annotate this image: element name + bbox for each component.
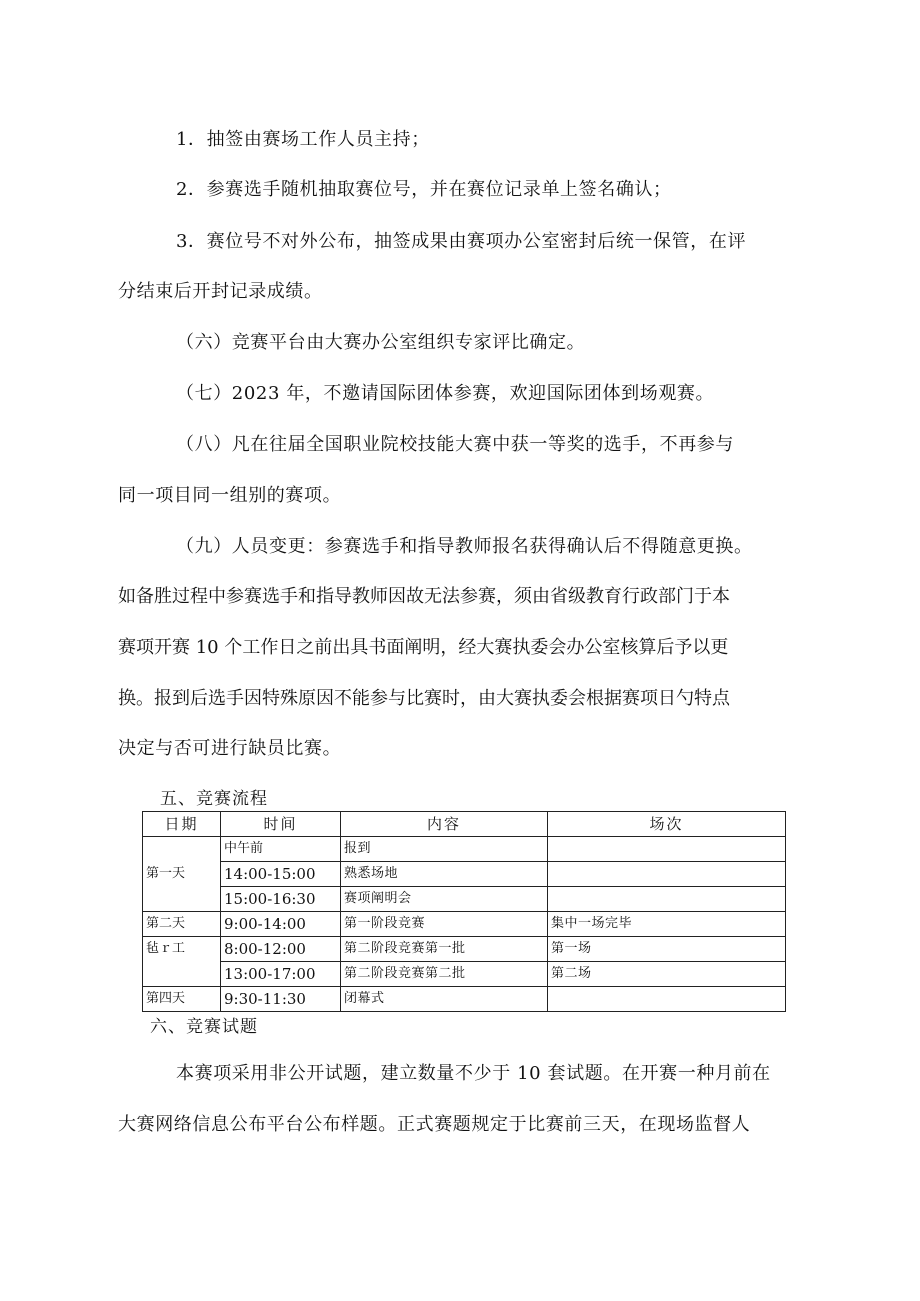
content-cell: 熟悉场地 <box>341 862 548 887</box>
section-heading: 六、竞赛试题 <box>150 1017 258 1037</box>
paragraph-line: 3．赛位号不对外公布，抽签成果由赛项办公室密封后统一保管，在评 <box>176 231 747 252</box>
table-row <box>143 937 786 962</box>
column-header-content: 内容 <box>341 812 548 837</box>
session-cell <box>548 987 786 1012</box>
paragraph-line: 本赛项采用非公开试题，建立数量不少于 10 套试题。在开赛一种月前在 <box>176 1063 771 1084</box>
schedule-table <box>142 811 786 1012</box>
content-cell: 第一阶段竞赛 <box>341 912 548 937</box>
date-cell: 毡ｒ工 <box>143 937 221 987</box>
table-row <box>143 837 786 862</box>
content-cell: 闭幕式 <box>341 987 548 1012</box>
date-cell: 第一天 <box>143 837 221 912</box>
paragraph-line: 赛项开赛 10 个工作日之前出具书面阐明，经大赛执委会办公室核算后予以更 <box>118 637 729 658</box>
time-cell: 14:00-15:00 <box>221 862 341 887</box>
paragraph-line: （六）竞赛平台由大赛办公室组织专家评比确定。 <box>176 332 586 353</box>
time-cell: 15:00-16:30 <box>221 887 341 912</box>
session-cell <box>548 862 786 887</box>
paragraph-line: 决定与否可进行缺员比赛。 <box>118 738 342 759</box>
paragraph-line: （九）人员变更：参赛选手和指导教师报名获得确认后不得随意更换。 <box>176 536 753 557</box>
session-cell: 第二场 <box>548 962 786 987</box>
section-heading: 五、竞赛流程 <box>160 789 268 809</box>
table-header-row <box>143 812 786 837</box>
column-header-session: 场次 <box>548 812 786 837</box>
session-cell <box>548 887 786 912</box>
content-cell: 第二阶段竞赛第一批 <box>341 937 548 962</box>
paragraph-line: 如备胜过程中参赛选手和指导教师因故无法参赛，须由省级教育行政部门于本 <box>118 586 730 607</box>
session-cell: 集中一场完毕 <box>548 912 786 937</box>
time-cell: 9:00-14:00 <box>221 912 341 937</box>
paragraph-line: 2．参赛选手随机抽取赛位号，并在赛位记录单上签名确认； <box>176 179 672 200</box>
paragraph-line: 换。报到后选手因特殊原因不能参与比赛时，由大赛执委会根据赛项日勺特点 <box>118 688 730 709</box>
time-cell: 9:30-11:30 <box>221 987 341 1012</box>
date-cell: 第二天 <box>143 912 221 937</box>
session-cell: 第一场 <box>548 937 786 962</box>
table-row <box>143 962 786 987</box>
paragraph-line: 分结束后开封记录成绩。 <box>118 281 323 302</box>
column-header-time: 时间 <box>221 812 341 837</box>
paragraph-line: （七）2023 年，不邀请国际团体参赛，欢迎国际团体到场观赛。 <box>176 383 715 404</box>
paragraph-line: 1．抽签由赛场工作人员主持； <box>176 129 430 150</box>
time-cell: 13:00-17:00 <box>221 962 341 987</box>
time-cell: 中午前 <box>221 837 341 862</box>
table-row <box>143 887 786 912</box>
table-row <box>143 912 786 937</box>
table-row <box>143 862 786 887</box>
time-cell: 8:00-12:00 <box>221 937 341 962</box>
date-cell: 第四天 <box>143 987 221 1012</box>
table-row <box>143 987 786 1012</box>
content-cell: 赛项阐明会 <box>341 887 548 912</box>
content-cell: 报到 <box>341 837 548 862</box>
column-header-date: 日期 <box>143 812 221 837</box>
paragraph-line: （八）凡在往届全国职业院校技能大赛中获一等奖的选手，不再参与 <box>176 434 734 455</box>
content-cell: 第二阶段竞赛第二批 <box>341 962 548 987</box>
paragraph-line: 同一项目同一组别的赛项。 <box>118 485 342 506</box>
session-cell <box>548 837 786 862</box>
paragraph-line: 大赛网络信息公布平台公布样题。正式赛题规定于比赛前三天，在现场监督人 <box>118 1114 751 1135</box>
